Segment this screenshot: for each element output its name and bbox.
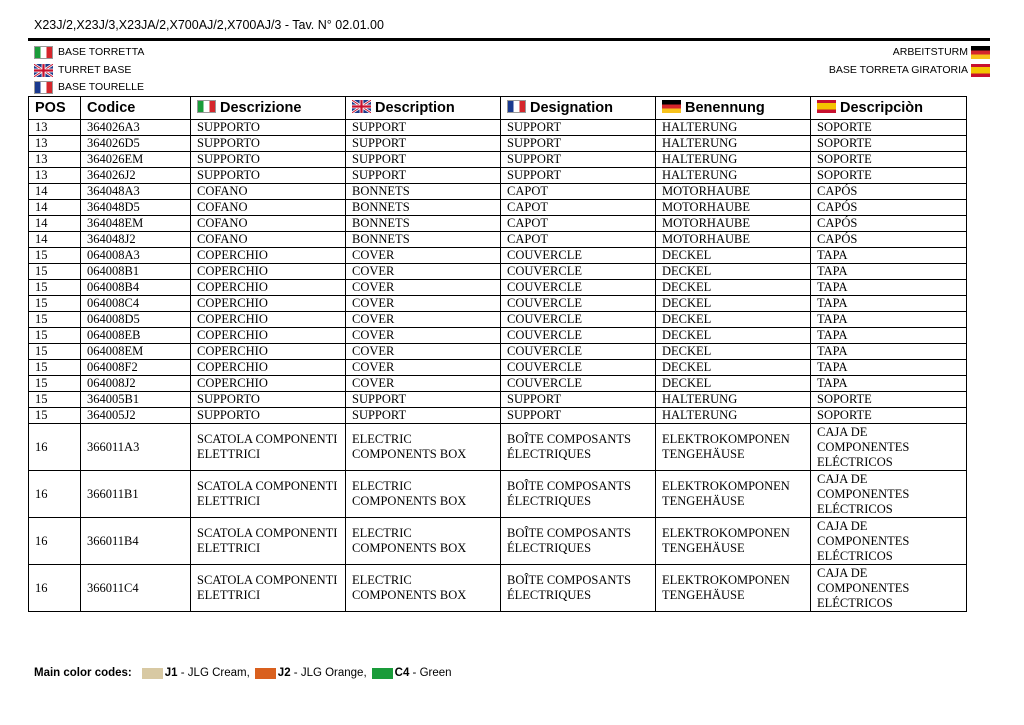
table-cell: 064008F2 <box>81 360 191 376</box>
table-cell: DECKEL <box>656 344 811 360</box>
table-cell: COPERCHIO <box>191 280 346 296</box>
table-cell: COVER <box>346 296 501 312</box>
table-row <box>29 280 967 296</box>
table-cell: 15 <box>29 328 81 344</box>
table-cell: COPERCHIO <box>191 344 346 360</box>
header-label-text: BASE TORRETA GIRATORIA <box>828 63 968 76</box>
table-cell: COFANO <box>191 216 346 232</box>
table-row <box>29 424 967 471</box>
table-cell: CAPÓS <box>811 232 967 248</box>
table-cell: BOÎTE COMPOSANTS ÉLECTRIQUES <box>501 471 656 518</box>
table-cell: BONNETS <box>346 200 501 216</box>
table-cell: COVER <box>346 312 501 328</box>
column-header-descrizione <box>191 97 346 120</box>
table-cell: 364048J2 <box>81 232 191 248</box>
table-cell: COUVERCLE <box>501 312 656 328</box>
table-cell: COVER <box>346 376 501 392</box>
table-cell: 15 <box>29 248 81 264</box>
table-cell: 064008C4 <box>81 296 191 312</box>
table-cell: SUPPORT <box>501 392 656 408</box>
table-row <box>29 248 967 264</box>
table-cell: 064008B1 <box>81 264 191 280</box>
table-cell: CAPÓS <box>811 200 967 216</box>
table-cell: 13 <box>29 120 81 136</box>
table-cell: SCATOLA COMPONENTI ELETTRICI <box>191 471 346 518</box>
header-label-text: BASE TOURELLE <box>58 81 144 93</box>
table-cell: MOTORHAUBE <box>656 232 811 248</box>
table-cell: 064008A3 <box>81 248 191 264</box>
column-header-label: Benennung <box>685 100 765 116</box>
table-cell: 364026D5 <box>81 136 191 152</box>
table-cell: CAPOT <box>501 216 656 232</box>
table-row <box>29 565 967 612</box>
table-cell: DECKEL <box>656 328 811 344</box>
document-title: X23J/2,X23J/3,X23JA/2,X700AJ/2,X700AJ/3 - Tav. N° 02.01.00 <box>34 18 384 32</box>
table-cell: CAPÓS <box>811 184 967 200</box>
table-cell: SUPPORTO <box>191 392 346 408</box>
spain-flag-icon <box>817 100 836 113</box>
table-row <box>29 232 967 248</box>
table-cell: 16 <box>29 518 81 565</box>
table-cell: 13 <box>29 152 81 168</box>
table-cell: SUPPORT <box>501 120 656 136</box>
table-cell: SCATOLA COMPONENTI ELETTRICI <box>191 518 346 565</box>
header-label-de <box>829 44 990 62</box>
header-label-text: BASE TORRETTA <box>58 46 145 58</box>
table-cell: CAJA DE COMPONENTES ELÉCTRICOS <box>811 471 967 518</box>
table-cell: CAPÓS <box>811 216 967 232</box>
france-flag-icon <box>507 100 526 113</box>
table-cell: TAPA <box>811 376 967 392</box>
table-cell: COVER <box>346 264 501 280</box>
table-cell: SUPPORT <box>346 120 501 136</box>
table-cell: SCATOLA COMPONENTI ELETTRICI <box>191 565 346 612</box>
table-cell: COPERCHIO <box>191 328 346 344</box>
table-cell: 364005B1 <box>81 392 191 408</box>
table-cell: SUPPORT <box>501 152 656 168</box>
table-cell: COPERCHIO <box>191 312 346 328</box>
table-cell: SUPPORT <box>501 408 656 424</box>
table-cell: CAPOT <box>501 200 656 216</box>
table-cell: SOPORTE <box>811 120 967 136</box>
column-header-designation <box>501 97 656 120</box>
table-row <box>29 328 967 344</box>
italy-flag-icon <box>34 46 53 59</box>
table-cell: COUVERCLE <box>501 328 656 344</box>
table-cell: SUPPORT <box>346 392 501 408</box>
table-cell: SOPORTE <box>811 136 967 152</box>
table-cell: SOPORTE <box>811 168 967 184</box>
table-cell: 15 <box>29 264 81 280</box>
table-cell: DECKEL <box>656 280 811 296</box>
column-header-pos <box>29 97 81 120</box>
column-header-label: Codice <box>87 100 136 116</box>
table-cell: 064008B4 <box>81 280 191 296</box>
table-cell: COFANO <box>191 200 346 216</box>
table-row <box>29 471 967 518</box>
table-row <box>29 518 967 565</box>
table-cell: 364026EM <box>81 152 191 168</box>
table-cell: COVER <box>346 248 501 264</box>
table-cell: SOPORTE <box>811 392 967 408</box>
table-cell: 15 <box>29 312 81 328</box>
table-cell: COUVERCLE <box>501 264 656 280</box>
table-cell: 366011C4 <box>81 565 191 612</box>
table-cell: COPERCHIO <box>191 296 346 312</box>
header-label-text: ARBEITSTURM <box>892 46 968 58</box>
table-cell: 366011B1 <box>81 471 191 518</box>
header-left-labels <box>34 44 144 97</box>
table-row <box>29 360 967 376</box>
table-row <box>29 168 967 184</box>
table-cell: COPERCHIO <box>191 248 346 264</box>
table-cell: COUVERCLE <box>501 360 656 376</box>
table-cell: 15 <box>29 296 81 312</box>
header-label-uk <box>34 62 144 80</box>
table-cell: CAJA DE COMPONENTES ELÉCTRICOS <box>811 565 967 612</box>
header-label-es <box>829 62 990 80</box>
header-label-text: TURRET BASE <box>58 63 132 76</box>
legend-text: - JLG Orange, <box>290 667 367 679</box>
table-row <box>29 392 967 408</box>
table-cell: COPERCHIO <box>191 360 346 376</box>
table-cell: COUVERCLE <box>501 376 656 392</box>
table-header-row <box>29 97 967 120</box>
table-cell: ELECTRIC COMPONENTS BOX <box>346 565 501 612</box>
table-cell: ELEKTROKOMPONEN TENGEHÄUSE <box>656 471 811 518</box>
table-cell: 064008D5 <box>81 312 191 328</box>
table-cell: TAPA <box>811 360 967 376</box>
table-cell: COFANO <box>191 232 346 248</box>
legend-text: - Green <box>409 667 452 679</box>
table-cell: SUPPORT <box>501 136 656 152</box>
table-row <box>29 408 967 424</box>
table-cell: 15 <box>29 408 81 424</box>
table-cell: 366011B4 <box>81 518 191 565</box>
table-cell: COFANO <box>191 184 346 200</box>
table-cell: TAPA <box>811 280 967 296</box>
table-cell: SUPPORT <box>346 408 501 424</box>
table-cell: SOPORTE <box>811 408 967 424</box>
table-cell: TAPA <box>811 296 967 312</box>
uk-flag-icon <box>352 100 371 113</box>
column-header-description <box>346 97 501 120</box>
table-cell: ELECTRIC COMPONENTS BOX <box>346 424 501 471</box>
table-row <box>29 200 967 216</box>
table-cell: HALTERUNG <box>656 392 811 408</box>
table-cell: HALTERUNG <box>656 168 811 184</box>
table-cell: 15 <box>29 392 81 408</box>
table-cell: CAJA DE COMPONENTES ELÉCTRICOS <box>811 518 967 565</box>
table-cell: DECKEL <box>656 264 811 280</box>
column-header-benennung <box>656 97 811 120</box>
table-cell: MOTORHAUBE <box>656 200 811 216</box>
table-cell: HALTERUNG <box>656 408 811 424</box>
table-cell: COUVERCLE <box>501 280 656 296</box>
table-row <box>29 296 967 312</box>
color-swatch <box>372 668 393 679</box>
table-cell: SUPPORT <box>346 168 501 184</box>
column-header-label: Designation <box>530 100 613 116</box>
table-cell: SUPPORT <box>501 168 656 184</box>
table-cell: SUPPORT <box>346 152 501 168</box>
table-cell: DECKEL <box>656 296 811 312</box>
table-cell: BONNETS <box>346 232 501 248</box>
table-row <box>29 376 967 392</box>
legend-code: J2 <box>277 667 291 679</box>
table-cell: CAJA DE COMPONENTES ELÉCTRICOS <box>811 424 967 471</box>
table-row <box>29 264 967 280</box>
table-cell: COPERCHIO <box>191 376 346 392</box>
legend-label: Main color codes: <box>34 667 132 679</box>
germany-flag-icon <box>971 46 990 59</box>
table-row <box>29 184 967 200</box>
table-cell: ELEKTROKOMPONEN TENGEHÄUSE <box>656 565 811 612</box>
table-cell: BOÎTE COMPOSANTS ÉLECTRIQUES <box>501 565 656 612</box>
table-cell: HALTERUNG <box>656 152 811 168</box>
germany-flag-icon <box>662 100 681 113</box>
spain-flag-icon <box>971 64 990 77</box>
table-row <box>29 344 967 360</box>
table-cell: DECKEL <box>656 360 811 376</box>
table-cell: CAPOT <box>501 232 656 248</box>
table-cell: SUPPORT <box>346 136 501 152</box>
table-row <box>29 136 967 152</box>
table-cell: 14 <box>29 216 81 232</box>
color-code-legend <box>34 667 457 679</box>
column-header-label: Descrizione <box>220 100 302 116</box>
table-cell: ELEKTROKOMPONEN TENGEHÄUSE <box>656 424 811 471</box>
table-cell: 16 <box>29 424 81 471</box>
france-flag-icon <box>34 81 53 94</box>
parts-table <box>28 96 967 612</box>
table-cell: COUVERCLE <box>501 296 656 312</box>
table-cell: 364026J2 <box>81 168 191 184</box>
table-body <box>29 120 967 612</box>
legend-item-c4 <box>372 667 452 679</box>
table-cell: SUPPORTO <box>191 152 346 168</box>
table-cell: TAPA <box>811 248 967 264</box>
color-swatch <box>142 668 163 679</box>
table-cell: BONNETS <box>346 216 501 232</box>
table-cell: SOPORTE <box>811 152 967 168</box>
column-header-descripciòn <box>811 97 967 120</box>
table-cell: 364048A3 <box>81 184 191 200</box>
column-header-label: Description <box>375 100 455 116</box>
header-label-fr <box>34 79 144 97</box>
table-cell: HALTERUNG <box>656 136 811 152</box>
table-cell: 064008EB <box>81 328 191 344</box>
table-cell: MOTORHAUBE <box>656 184 811 200</box>
table-cell: CAPOT <box>501 184 656 200</box>
table-cell: COVER <box>346 328 501 344</box>
table-cell: 364048EM <box>81 216 191 232</box>
table-cell: 14 <box>29 232 81 248</box>
table-row <box>29 120 967 136</box>
table-cell: TAPA <box>811 264 967 280</box>
table-cell: DECKEL <box>656 248 811 264</box>
table-cell: MOTORHAUBE <box>656 216 811 232</box>
table-cell: 366011A3 <box>81 424 191 471</box>
table-cell: 15 <box>29 344 81 360</box>
header-right-labels <box>829 44 990 79</box>
table-cell: DECKEL <box>656 312 811 328</box>
table-cell: 364026A3 <box>81 120 191 136</box>
table-cell: DECKEL <box>656 376 811 392</box>
uk-flag-icon <box>34 64 53 77</box>
table-cell: 15 <box>29 280 81 296</box>
table-cell: BOÎTE COMPOSANTS ÉLECTRIQUES <box>501 518 656 565</box>
table-cell: BOÎTE COMPOSANTS ÉLECTRIQUES <box>501 424 656 471</box>
table-cell: COVER <box>346 344 501 360</box>
column-header-codice <box>81 97 191 120</box>
table-cell: 13 <box>29 168 81 184</box>
table-cell: SUPPORTO <box>191 136 346 152</box>
legend-item-j2 <box>255 667 367 679</box>
table-row <box>29 152 967 168</box>
table-cell: HALTERUNG <box>656 120 811 136</box>
table-cell: 364048D5 <box>81 200 191 216</box>
table-cell: 16 <box>29 471 81 518</box>
table-cell: ELECTRIC COMPONENTS BOX <box>346 518 501 565</box>
table-cell: COUVERCLE <box>501 344 656 360</box>
table-cell: SCATOLA COMPONENTI ELETTRICI <box>191 424 346 471</box>
table-row <box>29 216 967 232</box>
title-divider <box>28 38 990 41</box>
table-cell: TAPA <box>811 312 967 328</box>
color-swatch <box>255 668 276 679</box>
table-cell: 16 <box>29 565 81 612</box>
table-cell: 064008J2 <box>81 376 191 392</box>
legend-item-j1 <box>142 667 250 679</box>
header-label-it <box>34 44 144 62</box>
table-cell: SUPPORTO <box>191 168 346 184</box>
table-row <box>29 312 967 328</box>
table-cell: COPERCHIO <box>191 264 346 280</box>
column-header-label: POS <box>35 100 66 116</box>
legend-code: J1 <box>164 667 178 679</box>
italy-flag-icon <box>197 100 216 113</box>
table-cell: 364005J2 <box>81 408 191 424</box>
legend-text: - JLG Cream, <box>177 667 250 679</box>
table-cell: COVER <box>346 360 501 376</box>
table-cell: ELEKTROKOMPONEN TENGEHÄUSE <box>656 518 811 565</box>
table-cell: 064008EM <box>81 344 191 360</box>
legend-code: C4 <box>394 667 410 679</box>
table-cell: SUPPORTO <box>191 120 346 136</box>
table-cell: 13 <box>29 136 81 152</box>
table-cell: SUPPORTO <box>191 408 346 424</box>
table-cell: COVER <box>346 280 501 296</box>
table-cell: TAPA <box>811 344 967 360</box>
table-cell: TAPA <box>811 328 967 344</box>
table-cell: COUVERCLE <box>501 248 656 264</box>
table-cell: 15 <box>29 360 81 376</box>
table-cell: ELECTRIC COMPONENTS BOX <box>346 471 501 518</box>
table-cell: BONNETS <box>346 184 501 200</box>
table-cell: 15 <box>29 376 81 392</box>
table-cell: 14 <box>29 200 81 216</box>
table-cell: 14 <box>29 184 81 200</box>
column-header-label: Descripciòn <box>840 100 923 116</box>
